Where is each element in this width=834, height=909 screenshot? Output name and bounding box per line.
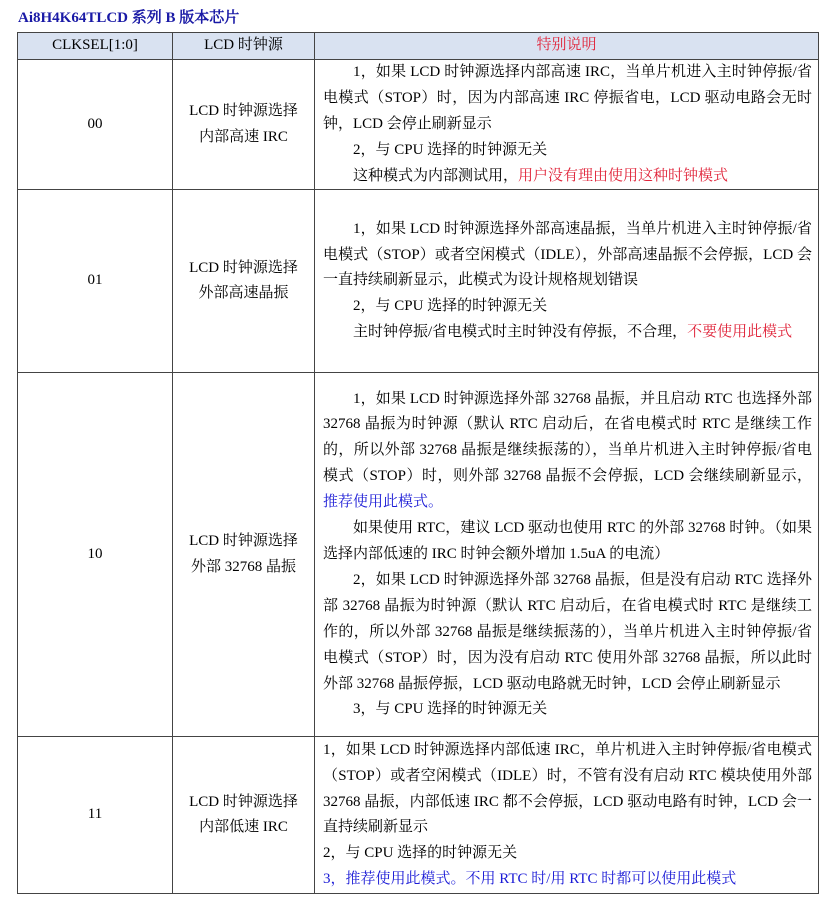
note-paragraph: 2，与 CPU 选择的时钟源无关 xyxy=(323,845,518,862)
note-paragraph: 2，与 CPU 选择的时钟源无关 xyxy=(353,141,548,158)
note-cell xyxy=(315,737,819,894)
clock-source xyxy=(173,737,315,894)
clock-source-line: 内部低速 IRC xyxy=(199,819,288,836)
clock-source-line: LCD 时钟源选择 xyxy=(189,259,298,276)
clock-source-line: 外部 32768 晶振 xyxy=(190,558,296,575)
note-paragraph: 1，如果 LCD 时钟源选择内部高速 IRC，当单片机进入主时钟停振/省电模式（STOP）时，因为内部高速 IRC 停振省电，LCD 驱动电路会无时钟，LCD 会停止刷新显示 xyxy=(323,63,812,132)
table-row xyxy=(18,190,819,373)
header-lcd-source: LCD 时钟源 xyxy=(173,33,315,60)
clksel-code: 01 xyxy=(18,190,173,373)
note-paragraph: 2，如果 LCD 时钟源选择外部 32768 晶振，但是没有启动 RTC 选择外部 32768 晶振为时钟源（默认 RTC 启动后，在省电模式时 RTC 是继续工作的，所以外部 32768 晶振是继续振荡的），当单片机进入主时钟停振/省电模式（STOP）时，因为没有启动 RTC 使用外部 32768 晶振，所以此时外部 32768 晶振停振，LCD 驱动电路就无时钟，LCD 会停止刷新显示 xyxy=(323,571,812,692)
table-row xyxy=(18,373,819,737)
table-row xyxy=(18,737,819,894)
page-title: Ai8H4K64TLCD 系列 B 版本芯片 xyxy=(18,10,240,26)
clock-source xyxy=(173,373,315,737)
clock-source-line: LCD 时钟源选择 xyxy=(189,102,298,119)
note-paragraph xyxy=(323,320,812,346)
header-clksel: CLKSEL[1:0] xyxy=(18,33,173,60)
note-paragraph: 1，如果 LCD 时钟源选择内部低速 IRC，单片机进入主时钟停振/省电模式（STOP）或者空闲模式（IDLE）时，不管有没有启动 RTC 模块使用外部 32768 晶振，内部低速 IRC 都不会停振，LCD 驱动电路有时钟，LCD 会一直持续刷新显示 xyxy=(323,741,812,836)
recommend-text: 推荐使用此模式。 xyxy=(323,494,444,511)
warning-text: 用户没有理由使用这种时钟模式 xyxy=(518,167,729,184)
note-cell xyxy=(315,190,819,373)
clksel-table xyxy=(17,32,819,894)
clksel-code: 10 xyxy=(18,373,173,737)
clock-source xyxy=(173,59,315,190)
note-paragraph: 1，如果 LCD 时钟源选择外部高速晶振，当单片机进入主时钟停振/省电模式（STOP）或者空闲模式（IDLE），外部高速晶振不会停振，LCD 会一直持续刷新显示，此模式为设计规格规划错误 xyxy=(323,220,812,289)
header-special-note: 特别说明 xyxy=(315,33,819,60)
table-row xyxy=(18,59,819,190)
clock-source-line: 外部高速晶振 xyxy=(198,285,289,302)
note-cell xyxy=(315,59,819,190)
note-text: 主时钟停振/省电模式时主时钟没有停振，不合理， xyxy=(353,324,688,341)
clksel-code: 00 xyxy=(18,59,173,190)
note-text: 这种模式为内部测试用， xyxy=(353,167,519,184)
table-header-row xyxy=(18,33,819,60)
note-paragraph xyxy=(323,164,812,190)
warning-text: 不要使用此模式 xyxy=(687,324,793,341)
note-text: 1，如果 LCD 时钟源选择外部 32768 晶振，并且启动 RTC 也选择外部 32768 晶振为时钟源（默认 RTC 启动后，在省电模式时 RTC 是继续工作的，所以外部 32768 晶振是继续振荡的），当单片机进入主时钟停振/省电模式（STOP）时，则外部 32768 晶振不会停振，LCD 会继续刷新显示， xyxy=(323,390,812,485)
recommend-text: 3，推荐使用此模式。不用 RTC 时/用 RTC 时都可以使用此模式 xyxy=(323,871,737,888)
clock-source xyxy=(173,190,315,373)
note-cell xyxy=(315,373,819,737)
clock-source-line: LCD 时钟源选择 xyxy=(189,793,298,810)
clock-source-line: 内部高速 IRC xyxy=(199,128,288,145)
note-paragraph: 2，与 CPU 选择的时钟源无关 xyxy=(353,298,548,315)
note-paragraph xyxy=(323,387,812,517)
note-paragraph: 如果使用 RTC，建议 LCD 驱动也使用 RTC 的外部 32768 时钟。（如果选择内部低速的 IRC 时钟会额外增加 1.5uA 的电流） xyxy=(323,520,812,562)
clock-source-line: LCD 时钟源选择 xyxy=(189,533,298,550)
note-paragraph: 3，与 CPU 选择的时钟源无关 xyxy=(353,701,548,718)
clksel-code: 11 xyxy=(18,737,173,894)
